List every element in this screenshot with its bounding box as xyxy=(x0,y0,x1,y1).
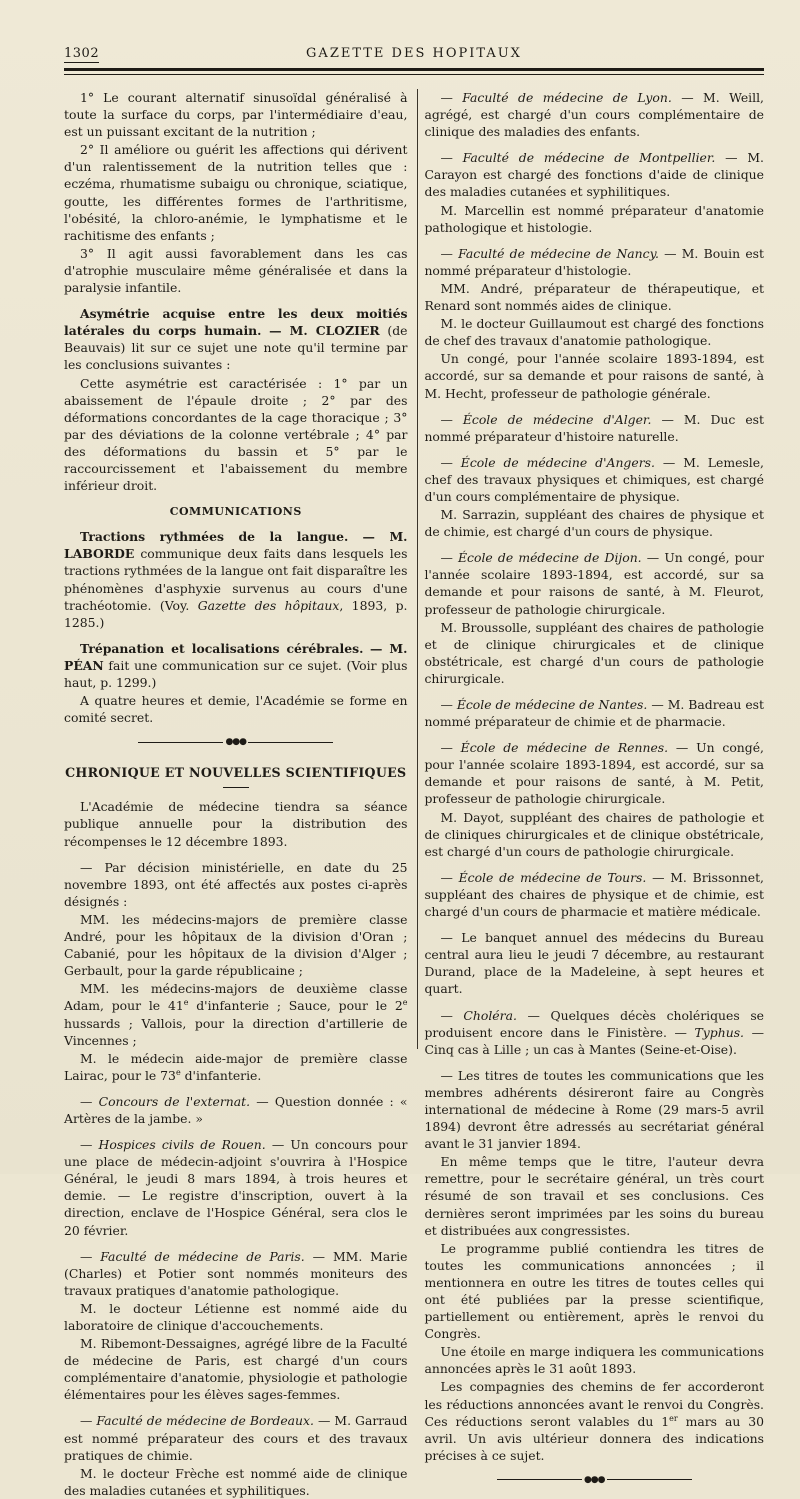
header-rule xyxy=(64,68,764,75)
conclusion-2: 2° Il améliore ou guérit les affections qui dérivent d'un ralentissement de la nutrition telles que : eczéma, rhumatisme subaigu ou chronique, sciatique, goutte, les différentes formes de l'arthritisme, l'obésité, la chloro-anémie, le lymphatisme et le rachitisme des enfants ; xyxy=(64,142,408,243)
column-divider xyxy=(417,89,418,1049)
news-tours: — École de médecine de Tours. — M. Brissonnet, suppléant des chaires de physique et de chimie, est chargé d'un cours de pharmacie et matière médicale. xyxy=(424,869,764,920)
conclusion-3: 3° Il agit aussi favorablement dans les cas d'atrophie musculaire même généralisée et dans la paralysie infantile. xyxy=(64,245,408,296)
news-dayot: M. Dayot, suppléant des chaires de pathologie et de cliniques chirurgicales et de clinique obstétricale, est chargé d'un cours de pathologie chirurgicale. xyxy=(424,809,764,859)
news-dijon: — École de médecine de Dijon. — Un congé, pour l'année scolaire 1893-1894, est accordé, sur sa demande et pour raisons de santé, à M. Fleurot, professeur de pathologie chirurgicale. xyxy=(424,550,764,617)
chronique-letienne: M. le docteur Létienne est nommé aide du laboratoire de clinique d'accouchements. xyxy=(64,1300,408,1333)
asymetrie-details: Cette asymétrie est caractérisée : 1° par un abaissement de l'épaule droite ; 2° par des déformations concordantes de la cage thoracique ; 3° par des déviations de la colonne vertébrale ; 4° par des déformations du bassin et 5° par le raccourcissement et l'abaissement du membre inférieur droit. xyxy=(64,375,408,494)
news-nantes: — École de médecine de Nantes. — M. Badreau est nommé préparateur de chimie et de pharmacie. xyxy=(424,697,764,730)
news-alger: — École de médecine d'Alger. — M. Duc est nommé préparateur d'histoire naturelle. xyxy=(424,411,764,444)
trepanation-paragraph: Trépanation et localisations cérébrales. — M. PÉAN fait une communication sur ce sujet. (Voir plus haut, p. 1299.) xyxy=(64,640,408,690)
news-congres-titres: — Les titres de toutes les communications que les membres adhérents désireront faire au Congrès international de médecine à Rome (29 mars-5 avril 1894) devront être adressés au secrétariat général avant le 31 janvier 1894. xyxy=(424,1067,764,1152)
asymetrie-paragraph: Asymétrie acquise entre les deux moitiés latérales du corps humain. — M. CLOZIER (de Beauvais) lit sur ce sujet une note qu'il termine par les conclusions suivantes : xyxy=(64,306,408,373)
chronique-ribemont: M. Ribemont-Dessaignes, agrégé libre de la Faculté de médecine de Paris, est chargé d'un cours complémentaire d'anatomie, physiologie et pathologie élémentaires pour les élèves sages-femmes. xyxy=(64,1336,408,1403)
news-andre-renard: MM. André, préparateur de thérapeutique, et Renard sont nommés aides de clinique. xyxy=(424,280,764,314)
asymetrie-title: Asymétrie acquise entre les deux moitiés latérales du corps humain. xyxy=(64,306,408,339)
right-column xyxy=(424,89,765,1485)
tractions-author: — M. LABORDE xyxy=(64,529,408,562)
conclusion-1: 1° Le courant alternatif sinusoïdal généralisé à toute la surface du corps, par l'intermédiaire d'eau, est un puissant excitant de la nutrition ; xyxy=(64,90,408,140)
news-broussolle: M. Broussolle, suppléant des chaires de pathologie et de clinique chirurgicales et de clinique obstétricale, est chargé d'un cours de pathologie chirurgicale. xyxy=(424,619,764,686)
chronique-academie: L'Académie de médecine tiendra sa séance publique annuelle pour la distribution des récompenses le 12 décembre 1893. xyxy=(64,799,408,849)
news-nancy: — Faculté de médecine de Nancy. — M. Bouin est nommé préparateur d'histologie. xyxy=(424,245,765,278)
chronique-freche: M. le docteur Frèche est nommé aide de clinique des maladies cutanées et syphilitiques. xyxy=(64,1465,408,1498)
journal-title: GAZETTE DES HOPITAUX xyxy=(306,46,522,61)
section-divider-ornament: ●●● xyxy=(64,738,407,746)
news-cholera: — Choléra. — Quelques décès cholériques se produisent encore dans le Finistère. — Typhus. — Cinq cas à Lille ; un cas à Mantes (Seine-et-Oise). xyxy=(424,1007,765,1057)
page-number: 1302 xyxy=(64,46,100,61)
news-montpellier: — Faculté de médecine de Montpellier. — M. Carayon est chargé des fonctions d'aide de clinique des maladies cutanées et syphilitiques. xyxy=(424,150,764,200)
news-congres-etoile: Une étoile en marge indiquera les communications annoncées après le 31 août 1893. xyxy=(424,1344,764,1377)
trepanation-author: — M. PÉAN xyxy=(64,640,408,673)
chronique-bordeaux: — Faculté de médecine de Bordeaux. — M. Garraud est nommé préparateur des cours et des travaux pratiques de chimie. xyxy=(64,1413,408,1463)
tractions-paragraph: Tractions rythmées de la langue. — M. LABORDE communique deux faits dans lesquels les tractions rythmées de la langue ont fait disparaître les phénomènes d'asphyxie survenus au cours d'une trachéotomie. (Voy. Gazette des hôpitaux, 1893, p. 1285.) xyxy=(64,529,408,630)
news-congres-programme: Le programme publié contiendra les titres de toutes les communications annoncées ; il mentionnera en outre les titres de toutes celles qui ont été publiées par la presse scientifique, partiellement ou entièrement, après le renvoi du Congrès. xyxy=(424,1240,764,1342)
news-marcellin: M. Marcellin est nommé préparateur d'anatomie pathologique et histologie. xyxy=(424,202,764,235)
chronique-decision: — Par décision ministérielle, en date du 25 novembre 1893, ont été affectés aux postes ci-après désignés : xyxy=(64,859,408,909)
short-divider xyxy=(223,787,249,788)
chronique-aide-major: M. le médecin aide-major de première classe Lairac, pour le 73e d'infanterie. xyxy=(64,1050,408,1083)
news-angers: — École de médecine d'Angers. — M. Lemesle, chef des travaux physiques et chimiques, est chargé d'un cours complémentaire de physique. xyxy=(424,454,764,504)
tractions-title: Tractions rythmées de la langue. xyxy=(80,529,349,545)
asymetrie-author: — M. CLOZIER xyxy=(269,323,380,339)
chronique-externat: — Concours de l'externat. — Question donnée : « Artères de la jambe. » xyxy=(64,1093,408,1126)
chronique-majors-1: MM. les médecins-majors de première classe André, pour les hôpitaux de la division d'Oran ; Cabanié, pour les hôpitaux de la division d'Alger ; Gerbault, pour la garde républicaine ; xyxy=(64,911,408,979)
trepanation-title: Trépanation et localisations cérébrales. xyxy=(80,640,364,656)
news-congres-resume: En même temps que le titre, l'auteur devra remettre, pour le secrétaire général, un très court résumé de son travail et ses conclusions. Ces dernières seront imprimées par les soins du bureau et distribuées aux congressistes. xyxy=(424,1154,764,1238)
page-header xyxy=(64,42,764,64)
chronique-heading: CHRONIQUE ET NOUVELLES SCIENTIFIQUES xyxy=(65,765,407,781)
left-column xyxy=(64,89,415,1498)
news-hecht: Un congé, pour l'année scolaire 1893-1894, est accordé, sur sa demande et pour raisons de santé, à M. Hecht, professeur de pathologie générale. xyxy=(424,351,764,401)
comite-secret: A quatre heures et demie, l'Académie se forme en comité secret. xyxy=(64,693,408,726)
chronique-paris: — Faculté de médecine de Paris. — MM. Marie (Charles) et Potier sont nommés moniteurs des travaux pratiques d'anatomie pathologique. xyxy=(64,1248,408,1298)
news-rennes: — École de médecine de Rennes. — Un congé, pour l'année scolaire 1893-1894, est accordé, sur sa demande et pour raisons de santé, à M. Petit, professeur de pathologie chirurgicale. xyxy=(424,740,764,807)
communications-heading: COMMUNICATIONS xyxy=(169,505,302,519)
news-lyon: — Faculté de médecine de Lyon. — M. Weill, agrégé, est chargé d'un cours complémentaire de clinique des maladies des enfants. xyxy=(424,90,764,140)
news-sarrazin: M. Sarrazin, suppléant des chaires de physique et de chimie, est chargé d'un cours de physique. xyxy=(424,507,764,540)
article-columns xyxy=(64,89,765,1498)
end-ornament: ●●● xyxy=(424,1476,764,1484)
chronique-majors-2: MM. les médecins-majors de deuxième classe Adam, pour le 41e d'infanterie ; Sauce, pour le 2e hussards ; Vallois, pour la direction d'artillerie de Vincennes ; xyxy=(64,981,408,1048)
news-guillaumout: M. le docteur Guillaumout est chargé des fonctions de chef des travaux d'anatomie pathologique. xyxy=(424,316,764,349)
news-congres-reductions: Les compagnies des chemins de fer accorderont les réductions annoncées avant le renvoi du Congrès. Ces réductions seront valables du 1er mars au 30 avril. Un avis ultérieur donnera des indications précises à ce sujet. xyxy=(424,1379,764,1463)
news-banquet: — Le banquet annuel des médecins du Bureau central aura lieu le jeudi 7 décembre, au restaurant Durand, place de la Madeleine, à sept heures et quart. xyxy=(424,930,764,997)
chronique-rouen: — Hospices civils de Rouen. — Un concours pour une place de médecin-adjoint s'ouvrira à l'Hospice Général, le jeudi 8 mars 1894, à trois heures et demie. — Le registre d'inscription, ouvert à la direction, enclave de l'Hospice Général, sera clos le 20 février. xyxy=(64,1137,408,1238)
